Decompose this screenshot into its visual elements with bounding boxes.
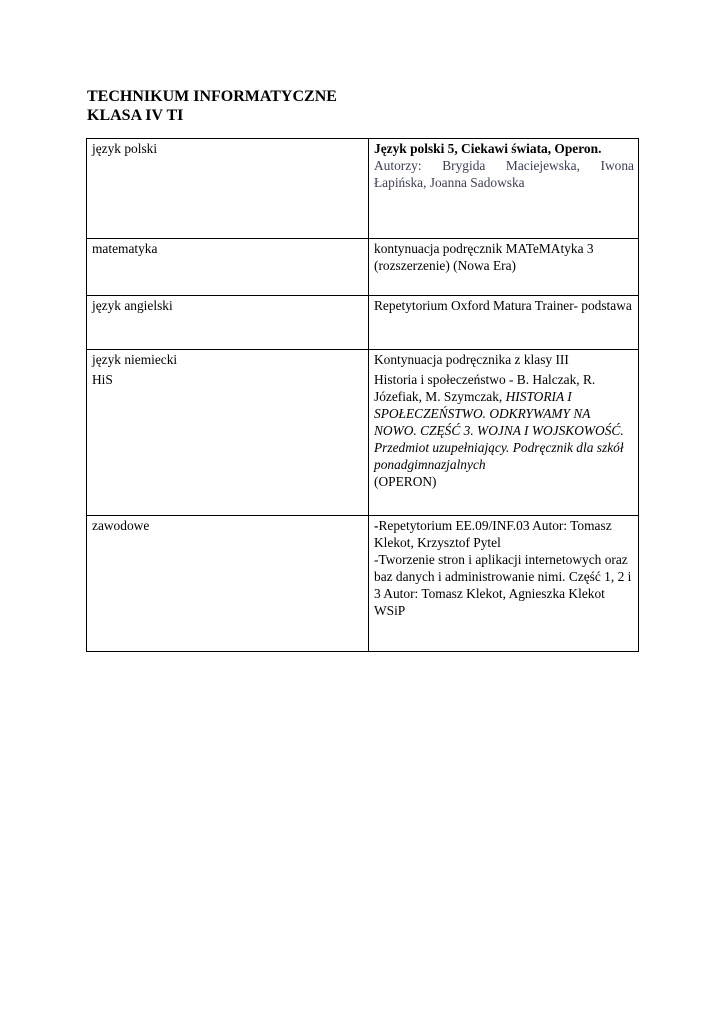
dash-marker: - [374,518,379,533]
table-row [87,350,639,371]
book-publisher: (OPERON) [374,474,437,489]
textbook-table [86,138,639,652]
subject-cell [87,239,369,296]
subject-cell [87,370,369,516]
table-row [87,296,639,350]
table-row [87,239,639,296]
subject-name: język angielski [92,298,173,313]
subject-name: język polski [92,141,158,156]
subject-name: matematyka [92,241,158,256]
book-title: HISTORIA I SPOŁECZEŃSTWO. ODKRYWAMY NA NOWO. CZĘŚĆ 3. WOJNA I WOJSKOWOŚĆ. Przedmiot uzupełniający. Podręcznik dla szkół ponadgimnazjalnych [374,389,624,472]
subject-name: język niemiecki [92,352,178,367]
subject-name: zawodowe [92,518,150,533]
book-authors: Autorzy: Brygida Maciejewska, Iwona Łapińska, Joanna Sadowska [374,158,634,190]
subject-cell [87,296,369,350]
textbook-cell [369,370,639,516]
table-row [87,516,639,652]
book-description: -Tworzenie stron i aplikacji internetowych oraz baz danych i administrowanie nimi. Część 1, 2 i 3 Autor: Tomasz Klekot, Agnieszka Klekot [374,552,632,601]
textbook-cell [369,350,639,371]
document-header [87,87,337,125]
subject-name: HiS [92,372,113,387]
textbook-cell [369,296,639,350]
subject-cell [87,516,369,652]
subject-cell [87,139,369,239]
book-description: Repetytorium EE.09/INF.03 Autor: Tomasz Klekot, Krzysztof Pytel [374,518,612,550]
class-name: KLASA IV TI [87,107,184,124]
book-title: Język polski 5, Ciekawi świata, Operon. [374,141,602,156]
school-name: TECHNIKUM INFORMATYCZNE [87,88,337,105]
subject-cell [87,350,369,371]
book-description: Repetytorium Oxford Matura Trainer- podstawa [374,298,632,313]
table-row [87,139,639,239]
textbook-cell [369,139,639,239]
book-description: kontynuacja podręcznik MATeMAtyka 3 (rozszerzenie) (Nowa Era) [374,241,594,273]
book-authors: Historia i społeczeństwo - B. Halczak, R. Józefiak, M. Szymczak, [374,372,596,404]
table-row [87,370,639,516]
textbook-cell [369,516,639,652]
book-description: Kontynuacja podręcznika z klasy III [374,352,569,367]
book-publisher: WSiP [374,603,406,618]
textbook-cell [369,239,639,296]
